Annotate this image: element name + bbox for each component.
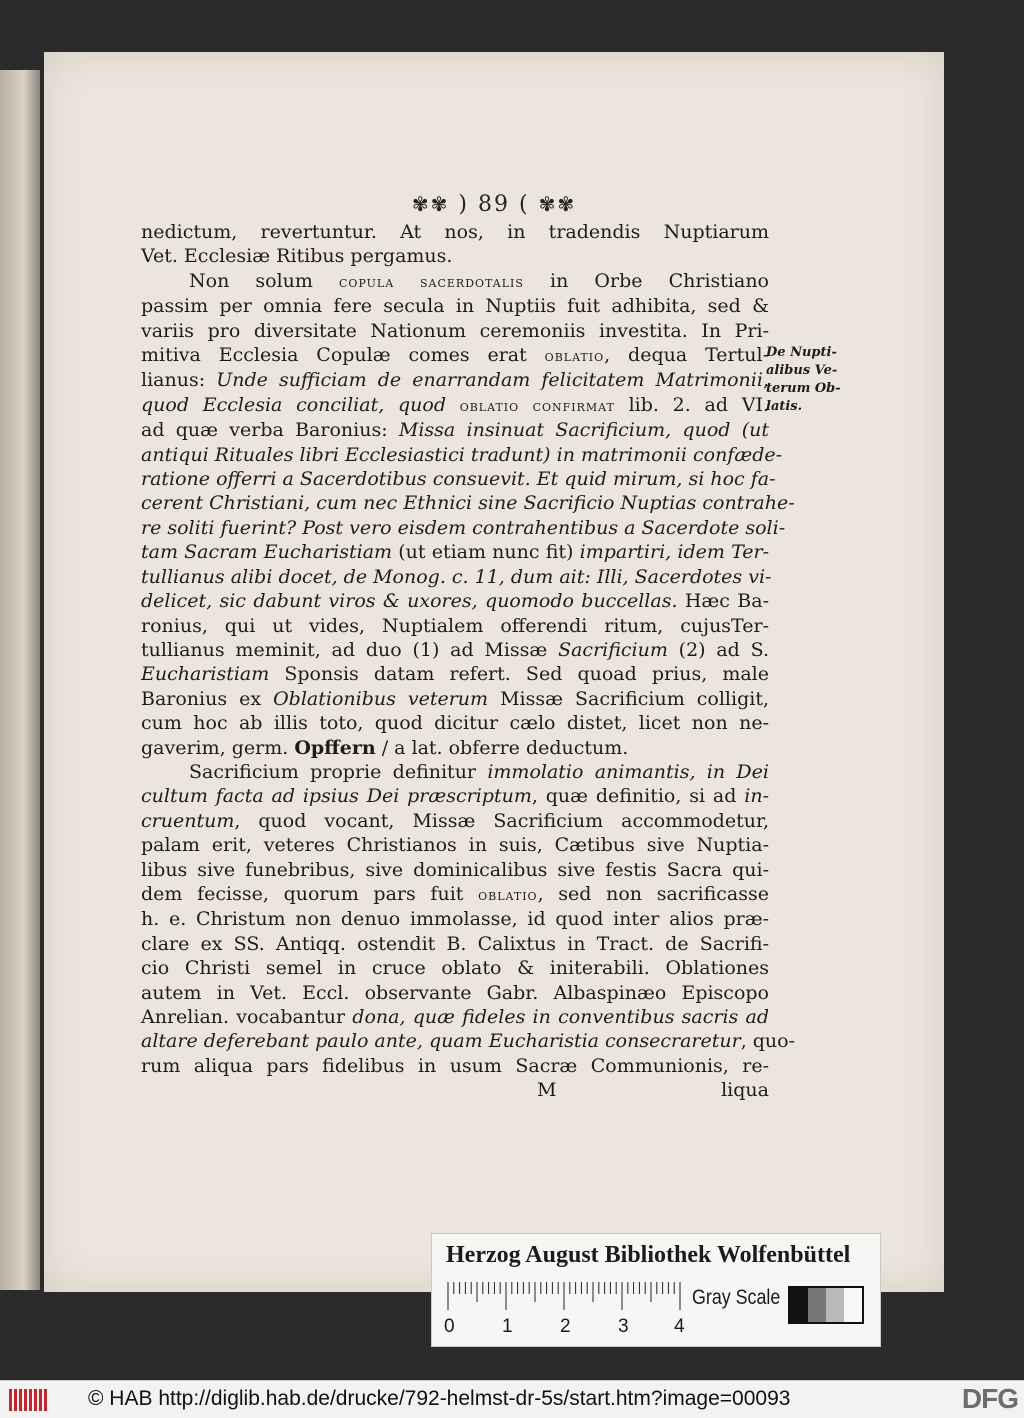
text-line (141, 540, 769, 564)
text-run: rum aliqua pars fidelibus in usum Sacræ Communionis, re- (141, 1054, 769, 1077)
text-line (141, 711, 769, 735)
text-run: cerent Christiani, cum nec Ethnici sine Sacrificio Nuptias contrahe- (141, 492, 795, 515)
text-run: Baronius ex (141, 687, 274, 710)
text-run: autem in Vet. Eccl. observante Gabr. Albaspinæo Episcopo (141, 981, 769, 1004)
ruler-label: 1 (502, 1316, 513, 1337)
text-run: variis pro diversitate Nationum ceremoniis investita. In Pri- (141, 319, 769, 342)
text-run: libus sive funebribus, sive dominicalibus sive festis Sacra qui- (141, 858, 769, 881)
text-run: Sacrificium proprie definitur (189, 760, 488, 783)
ruler-label: 0 (444, 1316, 455, 1337)
text-line (141, 1054, 769, 1078)
text-run: cruentum (141, 809, 235, 832)
text-run: (ut etiam nunc fit) (392, 541, 580, 564)
text-run: Non solum (189, 269, 340, 292)
text-run: oblatio confirmat (459, 396, 615, 415)
text-line (141, 1005, 769, 1029)
text-run: Opffern (294, 736, 376, 759)
margin-note-line: terum Ob- (766, 381, 841, 396)
ruler-label: 3 (618, 1316, 629, 1337)
ruler-label: 4 (674, 1316, 685, 1337)
text-run: lianus: (141, 369, 217, 392)
text-run: h. e. Christum non denuo immolasse, id quod inter alios præ- (141, 908, 769, 931)
text-line (141, 981, 769, 1005)
text-run: Oblationibus veterum (273, 687, 489, 710)
gray-swatch (790, 1288, 808, 1322)
text-run: ad quæ verba Baronius: (141, 419, 399, 442)
margin-note-line: De Nupti- (766, 345, 837, 360)
text-run: passim per omnia fere secula in Nuptiis fuit adhibita, sed & (141, 295, 769, 318)
text-run: Missæ Sacrificium colligit, (488, 687, 769, 710)
text-run: tullianus alibi docet, de Monog. c. 11, dum ait: Illi, Sacerdotes vi- (141, 565, 772, 588)
ruler-labels (440, 1316, 690, 1338)
text-line (141, 343, 769, 368)
text-run: Hæc Ba- (677, 590, 769, 613)
text-run: antiqui Rituales libri Ecclesiastici tradunt) in matrimonii confæde- (141, 443, 783, 466)
text-run: / a lat. obferre deductum. (375, 736, 629, 759)
text-line (141, 882, 769, 907)
text-run: Missa insinuat Sacrificium, quod (ut (398, 419, 769, 442)
color-calibration-bar (431, 1233, 881, 1347)
text-line (141, 319, 769, 343)
text-run: impartiri, idem Ter- (579, 541, 770, 564)
text-line (141, 638, 769, 662)
text-line (141, 833, 769, 857)
text-line (141, 418, 769, 442)
dfg-logo: DFG (961, 1383, 1018, 1414)
text-run: , dequa Tertul- (604, 344, 769, 367)
margin-note-line: alibus Ve- (766, 363, 838, 378)
text-run: , quod vocant, Missæ Sacrificium accommodetur, (234, 809, 769, 832)
text-line (141, 736, 769, 760)
book-page (44, 52, 944, 1292)
page-header (344, 192, 644, 217)
text-line (141, 565, 772, 589)
text-run: cio Christi semel in cruce oblato & initerabili. Oblationes (141, 957, 769, 980)
text-run: clare ex SS. Antiqq. ostendit B. Calixtus in Tract. de Sacrifi- (141, 932, 769, 955)
text-line (141, 589, 769, 613)
text-run: Vet. Ecclesiæ Ritibus pergamus. (141, 245, 453, 268)
text-run: ronius, qui ut vides, Nuptialem offerendi ritum, cujusTer- (141, 614, 769, 637)
text-run: tullianus meminit, ad duo (1) ad Missæ (141, 638, 559, 661)
margin-note (766, 344, 858, 416)
text-line (141, 1029, 796, 1053)
text-line (141, 393, 769, 418)
source-url-link[interactable]: © HAB http://diglib.hab.de/drucke/792-helmst-dr-5s/start.htm?image=00093 (88, 1387, 791, 1410)
text-line (141, 614, 769, 638)
text-run: nedictum, revertuntur. At nos, in tradendis Nuptiarum (141, 221, 769, 243)
text-run: Anrelian. vocabantur (141, 1006, 353, 1028)
text-line (141, 516, 786, 540)
text-run: Sponsis datam refert. Sed quoad prius, male (269, 663, 769, 686)
text-run: ratione offerri a Sacerdotibus consuevit. Et quid mirum, si hoc fa- (141, 468, 776, 491)
text-line (141, 662, 769, 686)
text-run: in- (744, 785, 769, 808)
text-run: tam Sacram Eucharistiam (141, 541, 393, 564)
text-line (141, 858, 769, 882)
text-line (141, 932, 769, 956)
text-line (141, 443, 783, 467)
book-spine-edge (0, 70, 40, 1290)
text-run: , quo- (740, 1030, 796, 1053)
text-run: , quæ definitio, si ad (531, 785, 745, 808)
page-number: ) 89 ( (458, 192, 530, 217)
text-run: copula sacerdotalis (339, 272, 524, 291)
text-line (141, 760, 769, 784)
catchword: liqua (721, 1079, 769, 1102)
gray-swatch (826, 1288, 844, 1322)
text-line (141, 244, 769, 268)
text-run: dem fecisse, quorum pars fuit (141, 882, 479, 905)
text-line (141, 467, 776, 491)
text-run: , (762, 369, 769, 392)
text-run: mitiva Ecclesia Copulæ comes erat (141, 344, 545, 367)
text-run: altare deferebant paulo ante, quam Eucharistia consecraretur (141, 1030, 741, 1053)
text-line (141, 784, 769, 808)
text-line (141, 809, 769, 833)
text-run: palam erit, veteres Christianos in suis, Cætibus sive Nuptia- (141, 834, 769, 857)
text-run: cultum facta ad ipsius Dei præscriptum (141, 785, 532, 808)
text-run: re soliti fuerint? Post vero eisdem contrahentibus a Sacerdote soli- (141, 516, 786, 539)
text-run: delicet, sic dabunt viros & uxores, quomodo buccellas. (141, 590, 678, 613)
text-run: cum hoc ab illis toto, quod dicitur cælo distet, licet non ne- (141, 712, 769, 735)
text-run: in Orbe Christiano (523, 269, 769, 292)
text-run: dona, quæ fideles in conventibus sacris ad (352, 1006, 769, 1028)
text-run: lib. 2. ad VI. (614, 393, 769, 416)
text-line (141, 907, 769, 931)
text-line (141, 687, 769, 711)
text-run: oblatio (544, 347, 605, 366)
page-signature-line (141, 1078, 769, 1102)
text-run: oblatio (478, 885, 538, 904)
text-line (141, 368, 769, 392)
margin-note-line: latis. (766, 399, 803, 414)
text-run: immolatio animantis, in Dei (487, 760, 769, 783)
scale-ruler (446, 1282, 682, 1310)
text-run: Unde sufficiam de enarrandam felicitatem Matrimonii (216, 369, 763, 392)
signature-mark: M (537, 1079, 557, 1102)
text-run: (2) ad S. (667, 638, 769, 661)
text-line (141, 491, 795, 515)
text-line (141, 956, 769, 980)
text-run: , sed non sacrificasse (537, 882, 769, 905)
text-run: Sacrificium (558, 638, 668, 661)
text-line (141, 220, 769, 244)
text-run: gaverim, germ. (141, 736, 295, 759)
footer-bar (0, 1380, 1024, 1418)
library-name: Herzog August Bibliothek Wolfenbüttel (446, 1242, 851, 1268)
gray-swatch (808, 1288, 826, 1322)
ornament-right-icon: ✾✾ (538, 192, 577, 216)
text-run: quod Ecclesia conciliat, quod (141, 393, 460, 416)
hab-logo-icon (8, 1387, 48, 1413)
text-line (141, 269, 769, 294)
text-run: Eucharistiam (141, 663, 270, 686)
gray-swatch (844, 1288, 862, 1322)
gray-scale-swatches (788, 1286, 864, 1324)
ruler-label: 2 (560, 1316, 571, 1337)
gray-scale-label: Gray Scale (692, 1286, 781, 1309)
ornament-left-icon: ✾✾ (411, 192, 450, 216)
text-line (141, 294, 769, 318)
